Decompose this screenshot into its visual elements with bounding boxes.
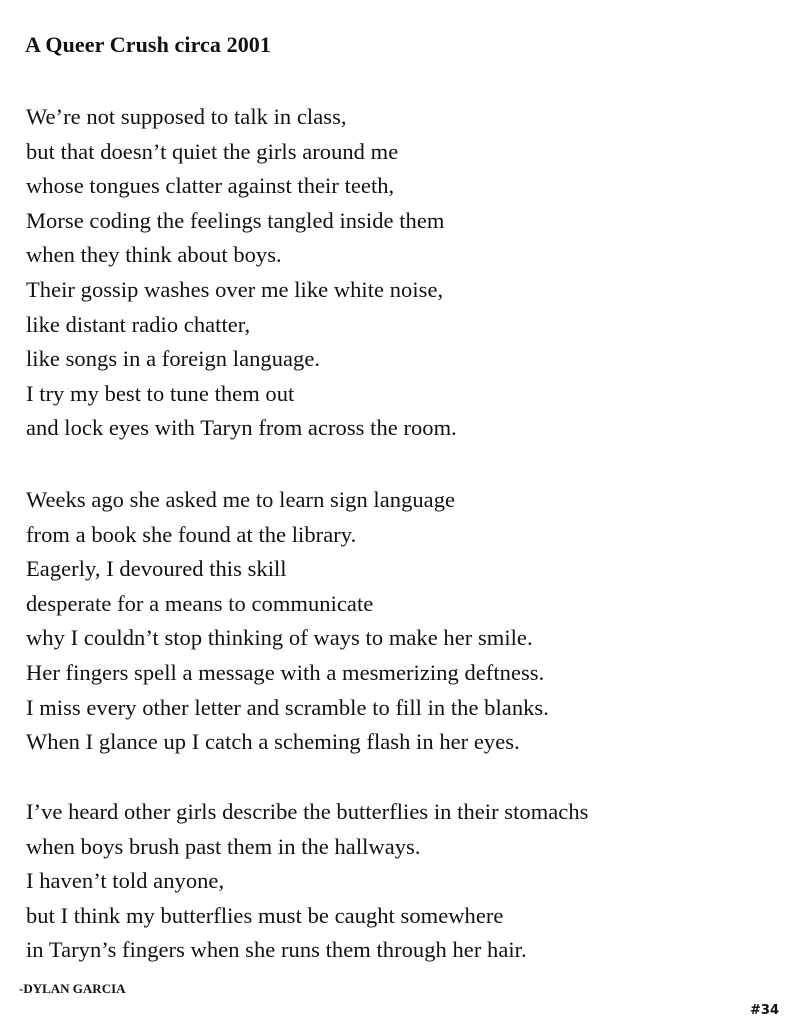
poem-line: and lock eyes with Taryn from across the room. [26,415,457,441]
poem-line: I’ve heard other girls describe the butterflies in their stomachs [26,799,589,824]
poem-line: when they think about boys. [26,242,282,268]
poem-line: Morse coding the feelings tangled inside them [26,207,445,233]
poem-line: I miss every other letter and scramble to fill in the blanks. [26,694,549,720]
poem-line: Their gossip washes over me like white noise, [26,276,444,302]
page-number: #34 [750,1003,779,1018]
poem-line: whose tongues clatter against their teeth, [26,173,395,199]
poem-line: but I think my butterflies must be caught somewhere [26,902,504,928]
poem-line: why I couldn’t stop thinking of ways to make her smile. [26,625,533,651]
stanza-2 [26,483,549,760]
stanza-1 [26,100,457,446]
poem-line: I try my best to tune them out [26,380,295,406]
poem-line: When I glance up I catch a scheming flash in her eyes. [26,729,520,755]
poem-line: Weeks ago she asked me to learn sign language [26,487,456,512]
poem-line: We’re not supposed to talk in class, [26,104,347,129]
poem-line: desperate for a means to communicate [26,590,374,616]
author-credit: -DYLAN GARCIA [19,981,126,996]
poem-line: from a book she found at the library. [26,521,357,547]
stanza-3 [26,795,588,968]
poem-title: A Queer Crush circa 2001 [25,32,272,57]
poem-line: when boys brush past them in the hallways. [26,833,421,859]
poem-line: Eagerly, I devoured this skill [26,556,287,582]
poem-line: like distant radio chatter, [26,311,251,337]
poem-line: in Taryn’s fingers when she runs them through her hair. [26,937,527,963]
poem-line: I haven’t told anyone, [26,868,225,894]
poem-line: but that doesn’t quiet the girls around me [26,138,399,164]
poem-line: like songs in a foreign language. [26,346,321,372]
poem-line: Her fingers spell a message with a mesmerizing deftness. [26,659,545,685]
